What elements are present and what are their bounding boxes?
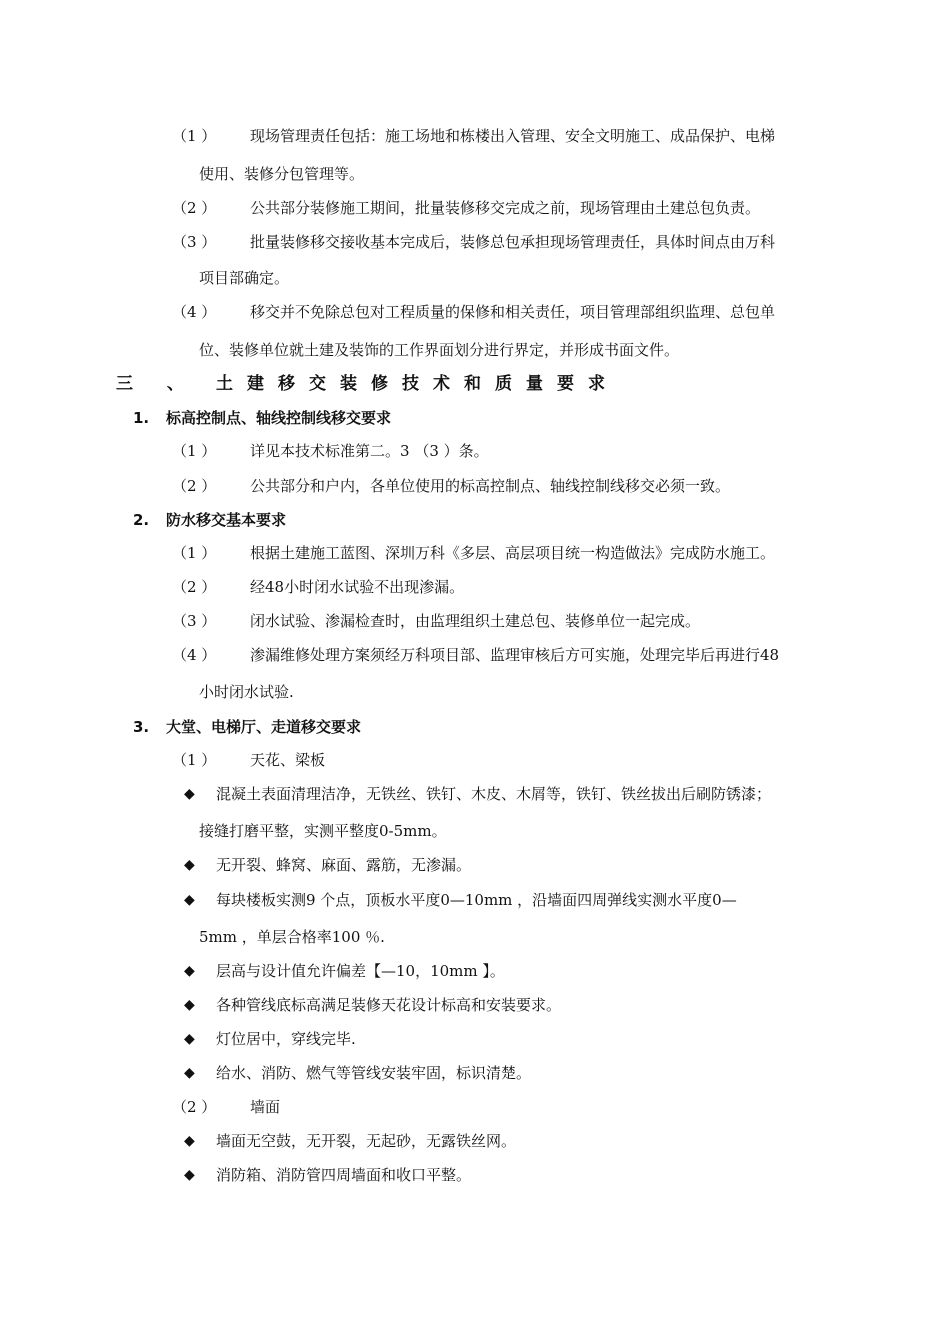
black-diamond-icon: ◆ [184,1167,195,1183]
paragraph-line: 项目部确定。 [199,269,290,287]
item-number: （1 ） [172,127,217,145]
black-diamond-icon: ◆ [184,857,195,873]
paragraph-line: 根据土建施工蓝图、深圳万科《多层、高层项目统一构造做法》完成防水施工。 [250,544,776,562]
bullet-line: 消防箱、消防管四周墙面和收口平整。 [216,1166,472,1184]
item-number: （2 ） [172,1098,217,1116]
black-diamond-icon: ◆ [184,892,195,908]
subsection-number: 2. [133,511,150,529]
bullet-line: 墙面无空鼓，无开裂，无起砂，无露铁丝网。 [216,1132,517,1150]
item-number: （2 ） [172,199,217,217]
subsection-title: 标高控制点、轴线控制线移交要求 [166,409,392,427]
bullet-line: 层高与设计值允许偏差【—10，10mm 】。 [216,962,505,980]
paragraph-line: 移交并不免除总包对工程质量的保修和相关责任，项目管理部组织监理、总包单 [250,303,776,321]
paragraph-line: 详见本技术标准第二。3 （3 ）条。 [250,442,489,460]
bullet-line: 混凝土表面清理洁净，无铁丝、铁钉、木皮、木屑等，铁钉、铁丝拔出后刷防锈漆； [216,785,772,803]
item-title: 墙面 [250,1098,281,1116]
bullet-line: 无开裂、蜂窝、麻面、露筋，无渗漏。 [216,856,472,874]
black-diamond-icon: ◆ [184,1031,195,1047]
item-number: （3 ） [172,612,217,630]
black-diamond-icon: ◆ [184,1065,195,1081]
bullet-line: 每块楼板实测9 个点，顶板水平度0—10mm ，沿墙面四周弹线实测水平度0— [216,891,737,909]
black-diamond-icon: ◆ [184,963,195,979]
section-number: 三 、 [116,374,198,394]
item-number: （3 ） [172,233,217,251]
paragraph-line: 使用、装修分包管理等。 [199,165,365,183]
paragraph-line: 现场管理责任包括：施工场地和栋楼出入管理、安全文明施工、成品保护、电梯 [250,127,776,145]
item-number: （2 ） [172,578,217,596]
item-number: （1 ） [172,751,217,769]
bullet-line: 灯位居中，穿线完毕. [216,1030,356,1048]
bullet-line: 5mm ，单层合格率100 ％. [199,928,385,946]
section-title: 土建移交装修技术和质量要求 [216,374,619,394]
paragraph-line: 公共部分装修施工期间，批量装修移交完成之前，现场管理由土建总包负责。 [250,199,761,217]
subsection-title: 防水移交基本要求 [166,511,287,529]
paragraph-line: 闭水试验、渗漏检查时，由监理组织土建总包、装修单位一起完成。 [250,612,701,630]
item-number: （1 ） [172,544,217,562]
item-number: （1 ） [172,442,217,460]
paragraph-line: 公共部分和户内，各单位使用的标高控制点、轴线控制线移交必须一致。 [250,477,731,495]
item-number: （4 ） [172,303,217,321]
paragraph-line: 批量装修移交接收基本完成后，装修总包承担现场管理责任，具体时间点由万科 [250,233,776,251]
paragraph-line: 经48小时闭水试验不出现渗漏。 [250,578,465,596]
bullet-line: 接缝打磨平整，实测平整度0-5mm。 [199,822,447,840]
subsection-number: 1. [133,409,150,427]
black-diamond-icon: ◆ [184,786,195,802]
item-number: （2 ） [172,477,217,495]
item-number: （4 ） [172,646,217,664]
paragraph-line: 渗漏维修处理方案须经万科项目部、监理审核后方可实施，处理完毕后再进行48 [250,646,780,664]
bullet-line: 各种管线底标高满足装修天花设计标高和安装要求。 [216,996,562,1014]
black-diamond-icon: ◆ [184,997,195,1013]
bullet-line: 给水、消防、燃气等管线安装牢固，标识清楚。 [216,1064,532,1082]
item-title: 天花、梁板 [250,751,326,769]
subsection-number: 3. [133,718,150,736]
paragraph-line: 小时闭水试验. [199,683,294,701]
subsection-title: 大堂、电梯厅、走道移交要求 [166,718,362,736]
black-diamond-icon: ◆ [184,1133,195,1149]
paragraph-line: 位、装修单位就土建及装饰的工作界面划分进行界定，并形成书面文件。 [199,341,680,359]
